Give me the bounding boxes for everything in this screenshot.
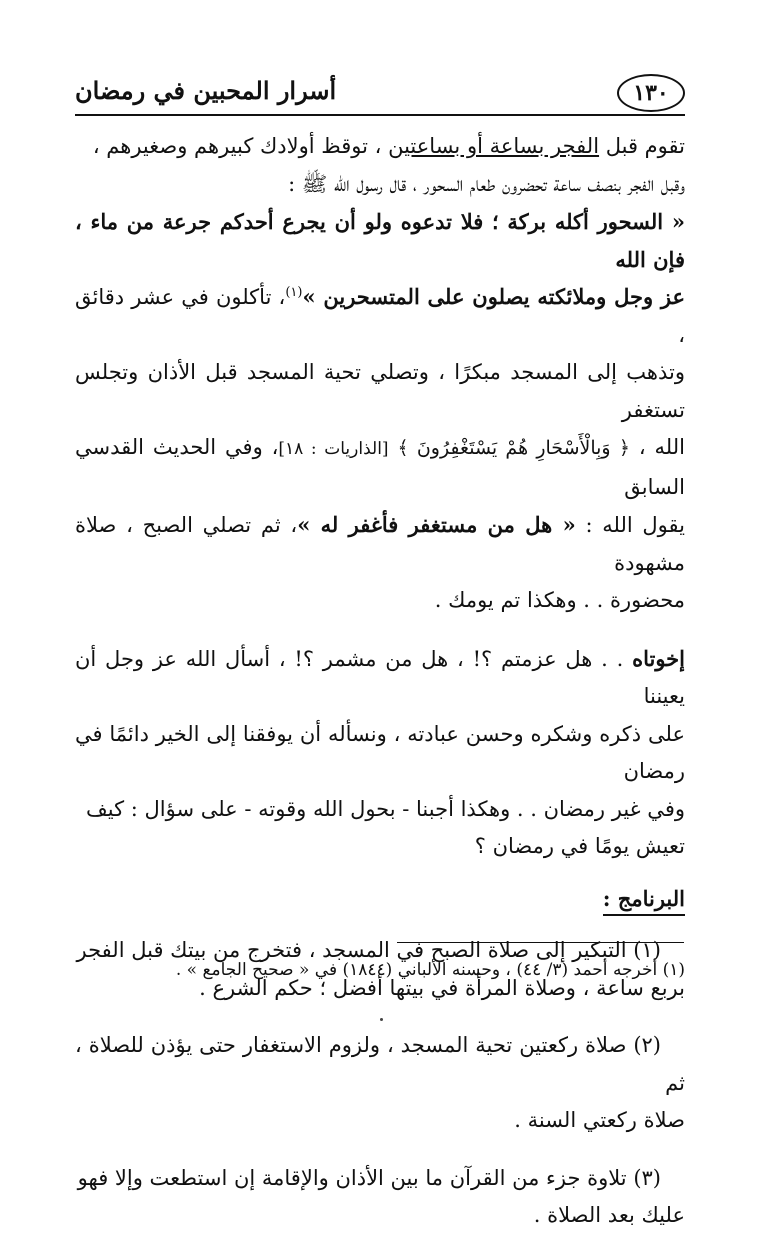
text-line [75, 640, 685, 716]
text-line: بربع ساعة ، وصلاة المرأة في بيتها أفضل ؛ حكم الشرع . [199, 975, 685, 1000]
hadith-text: عز وجل وملائكته يصلون على المتسحرين » [302, 284, 685, 309]
footnote-reference: (١) [285, 285, 303, 300]
page-body [75, 128, 685, 1235]
text-line: (١) التبكير إلى صلاة الصبح في المسجد ، فتخرج من بيتك قبل الفجر [76, 938, 661, 962]
text-line: (٢) صلاة ركعتين تحية المسجد ، ولزوم الاستغفار حتى يؤذن للصلاة ، ثم [75, 1033, 685, 1095]
hadith-text: « هل من مستغفر فأغفر له » [297, 512, 576, 537]
text-span: . . هل عزمتم ؟! ، هل من مشمر ؟! ، أسأل الله عز وجل أن يعيننا [75, 646, 685, 708]
text-span: الله ، [638, 435, 685, 459]
paragraph-gap [75, 866, 685, 878]
text-line [75, 278, 685, 354]
text-span: ، تأكلون في عشر دقائق ، [75, 285, 685, 347]
page-number-oval [617, 74, 685, 112]
paragraph-1 [75, 128, 685, 620]
verse-reference: [الذاريات : ١٨] [278, 439, 389, 459]
text-line: على ذكره وشكره وحسن عبادته ، ونسأله أن يوفقنا إلى الخير دائمًا في رمضان [75, 721, 685, 783]
quran-verse: ﴿ وَبِالْأَسْحَارِ هُمْ يَسْتَغْفِرُونَ ﴾ [397, 437, 630, 459]
paragraph-gap [75, 620, 685, 640]
paragraph-gap [75, 918, 685, 932]
program-item-3 [75, 1160, 685, 1235]
text-line [75, 506, 685, 582]
paragraph-2 [75, 640, 685, 866]
text-span: يقول الله : [585, 513, 685, 537]
hadith-text: « السحور أكله بركة ؛ فلا تدعوه ولو أن يجرع أحدكم جرعة من ماء ، فإن الله [75, 209, 685, 272]
text-line: تعيش يومًا في رمضان ؟ [474, 834, 685, 858]
text-line [75, 128, 685, 166]
text-line: عليك بعد الصلاة . [533, 1203, 685, 1227]
page-header [75, 60, 685, 120]
text-line: وتذهب إلى المسجد مبكرًا ، وتصلي تحية المسجد قبل الأذان وتجلس تستغفر [75, 360, 685, 422]
text-span: ، وفي الحديث القدسي السابق [75, 435, 685, 499]
text-span: تقوم قبل [599, 134, 685, 158]
text-span: ، توقظ أولادك كبيرهم وصغيرهم ، [92, 134, 382, 158]
text-line: صلاة ركعتي السنة . [514, 1108, 685, 1132]
running-title: أسرار المحبين في رمضان [75, 76, 337, 105]
paragraph-gap [75, 1140, 685, 1160]
footnote-divider [397, 942, 684, 943]
section-heading-wrap [75, 878, 685, 919]
text-line: وقبل الفجر بنصف ساعة تحضرون طعام السحور ، قال رسول الله ﷺ : [288, 171, 685, 196]
program-item-2 [75, 1027, 685, 1140]
paragraph-lead: إخوتاه [632, 645, 685, 671]
paragraph-gap [75, 1007, 685, 1027]
underlined-text: الفجر بساعة أو بساعتين [388, 134, 600, 158]
text-line [75, 429, 685, 506]
section-heading: البرنامج : [603, 884, 685, 916]
text-line: وفي غير رمضان . . وهكذا أجبنا - بحول الله وقوته - على سؤال : كيف [86, 796, 685, 821]
text-line: (٣) تلاوة جزء من القرآن ما بين الأذان والإقامة إن استطعت وإلا فهو [77, 1165, 661, 1190]
text-line: محضورة . . وهكذا تم يومك . [434, 588, 685, 612]
header-divider [75, 114, 685, 116]
page-number: ١٣٠ [633, 80, 669, 106]
text-span: ، ثم تصلي الصبح ، صلاة مشهودة [75, 513, 685, 575]
footnote: (١) أخرجه أحمد (٣/ ٤٤) ، وحسنه الألباني (١٨٤٤) في « صحيح الجامع » . [175, 960, 685, 980]
print-speck [380, 1018, 383, 1021]
